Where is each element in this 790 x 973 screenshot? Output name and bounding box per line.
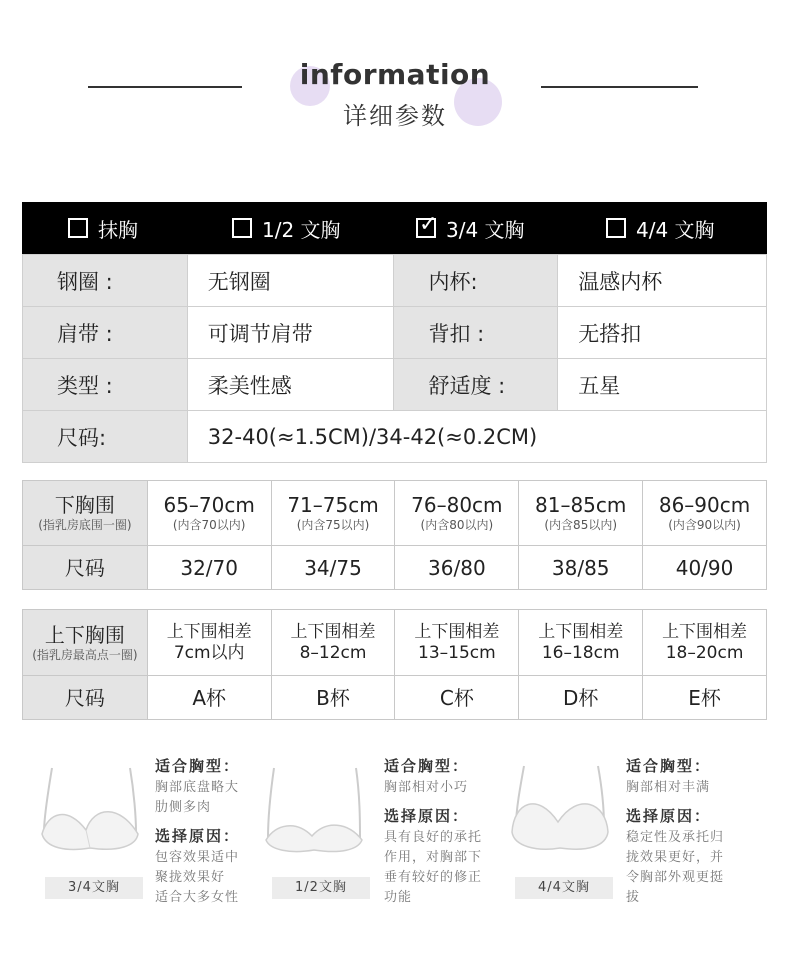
spec-row (23, 255, 767, 307)
spec-row (23, 359, 767, 411)
spec-label: 肩带 : (23, 307, 188, 359)
table-cell (147, 610, 271, 676)
fit-heading: 适合胸型： (384, 757, 470, 775)
header-label: 下胸围 (54, 493, 115, 517)
spec-value: 五星 (558, 359, 767, 411)
style-label: 抹胸 (98, 217, 138, 242)
spec-label: 类型 : (23, 359, 188, 411)
reason-line: 稳定性及承托归 (626, 830, 725, 845)
range-text: 81–85cm (535, 493, 627, 517)
header-note: (指乳房最高点一圈) (32, 647, 138, 662)
table-header-cell (23, 610, 148, 676)
table-row (23, 481, 767, 546)
title-chinese: 详细参数 (343, 102, 447, 130)
cup-size-value: C杯 (395, 676, 519, 720)
fit-heading: 适合胸型： (155, 757, 241, 775)
style-option-half[interactable] (232, 214, 341, 243)
spec-row (23, 411, 767, 463)
reason-heading: 选择原因： (155, 827, 241, 845)
style-option-full[interactable] (606, 214, 715, 243)
style-tag: 3/4文胸 (45, 877, 143, 899)
table-cell (271, 481, 395, 546)
fit-line: 胸部底盘略大 (155, 780, 240, 795)
range-text: 71–75cm (287, 493, 379, 517)
page-header (0, 0, 790, 150)
fit-line: 胸部相对小巧 (384, 780, 469, 795)
checkbox-icon[interactable] (232, 218, 252, 238)
cup-size-table (22, 609, 767, 720)
range-text: 65–70cm (163, 493, 255, 517)
table-cell (395, 481, 519, 546)
reason-heading: 选择原因： (626, 807, 712, 825)
spec-label: 尺码: (23, 411, 188, 463)
note-text: (内含85以内) (544, 518, 618, 532)
bra-description (626, 756, 751, 908)
size-value: 38/85 (519, 546, 643, 590)
checkbox-checked-icon[interactable]: ✓ (416, 218, 436, 238)
header-label: 上下胸围 (44, 622, 125, 647)
diff-text: 上下围相差 (290, 621, 376, 642)
table-cell (519, 610, 643, 676)
reason-line: 拢效果更好，并 (626, 850, 725, 865)
range-text: 16–18cm (541, 642, 620, 663)
fit-line: 胸部相对丰满 (626, 780, 711, 795)
spec-label: 背扣 : (394, 307, 558, 359)
note-text: (内含90以内) (668, 518, 741, 532)
spec-value: 32-40(≈1.5CM)/34-42(≈0.2CM) (187, 411, 766, 463)
size-value: 32/70 (147, 546, 271, 590)
reason-line: 包容效果适中 (155, 850, 240, 865)
style-label: 3/4 文胸 (446, 217, 525, 242)
cup-size-value: A杯 (147, 676, 271, 720)
spec-value: 柔美性感 (187, 359, 394, 411)
reason-line: 垂有较好的修正 (384, 870, 483, 885)
diff-text: 上下围相差 (662, 621, 748, 642)
reason-line: 具有良好的承托 (384, 830, 483, 845)
table-row (23, 610, 767, 676)
cup-size-value: B杯 (271, 676, 395, 720)
range-text: 7cm以内 (173, 642, 245, 663)
checkbox-icon[interactable] (606, 218, 626, 238)
table-cell (395, 610, 519, 676)
table-cell (271, 610, 395, 676)
fit-heading: 适合胸型： (626, 757, 712, 775)
note-text: (内含75以内) (296, 518, 370, 532)
reason-line: 作用，对胸部下 (384, 850, 483, 865)
underbust-size-table (22, 480, 767, 590)
reason-line: 聚拢效果好 (155, 870, 226, 885)
fit-line: 肋侧多肉 (155, 800, 212, 815)
style-tag: 4/4文胸 (515, 877, 613, 899)
diff-text: 上下围相差 (414, 621, 500, 642)
table-cell (643, 481, 767, 546)
range-text: 86–90cm (658, 493, 751, 517)
note-text: (内含80以内) (420, 518, 494, 532)
bra-full-cup-image (508, 762, 612, 862)
bra-description (384, 756, 509, 908)
bra-description (155, 756, 265, 908)
spec-value: 温感内杯 (558, 255, 767, 307)
spec-label: 钢圈 : (23, 255, 188, 307)
style-label: 4/4 文胸 (636, 217, 715, 242)
bra-half-cup-image (262, 762, 366, 862)
spec-label: 内杯: (394, 255, 558, 307)
table-header-cell (23, 481, 148, 546)
reason-line: 拔 (626, 890, 641, 905)
note-text: (内含70以内) (172, 518, 246, 532)
style-label: 1/2 文胸 (262, 217, 341, 242)
spec-value: 无搭扣 (558, 307, 767, 359)
bra-style-bar (22, 202, 767, 254)
checkbox-icon[interactable] (68, 218, 88, 238)
reason-line: 功能 (384, 890, 413, 905)
header-note: (指乳房底围一圈) (38, 518, 132, 532)
reason-heading: 选择原因： (384, 807, 470, 825)
spec-value: 可调节肩带 (187, 307, 394, 359)
row-label: 尺码 (23, 676, 148, 720)
style-option-three-quarter[interactable] (416, 214, 525, 243)
table-row (23, 676, 767, 720)
style-option-tube[interactable] (68, 214, 138, 243)
reason-line: 适合大多女性 (155, 890, 240, 905)
spec-label: 舒适度 : (394, 359, 558, 411)
diff-text: 上下围相差 (538, 621, 624, 642)
title-english: information (299, 58, 491, 91)
cup-size-value: D杯 (519, 676, 643, 720)
range-text: 13–15cm (418, 642, 496, 663)
diff-text: 上下围相差 (166, 621, 252, 642)
style-tag: 1/2文胸 (272, 877, 370, 899)
table-cell (643, 610, 767, 676)
table-row (23, 546, 767, 590)
size-value: 40/90 (643, 546, 767, 590)
reason-line: 令胸部外观更挺 (626, 870, 725, 885)
range-text: 76–80cm (411, 493, 503, 517)
range-text: 18–20cm (665, 642, 744, 663)
table-cell (147, 481, 271, 546)
bra-three-quarter-image (38, 762, 142, 862)
size-value: 36/80 (395, 546, 519, 590)
spec-table (22, 254, 767, 463)
range-text: 8–12cm (299, 642, 367, 663)
cup-size-value: E杯 (643, 676, 767, 720)
row-label: 尺码 (23, 546, 148, 590)
spec-value: 无钢圈 (187, 255, 394, 307)
size-value: 34/75 (271, 546, 395, 590)
table-cell (519, 481, 643, 546)
spec-row (23, 307, 767, 359)
